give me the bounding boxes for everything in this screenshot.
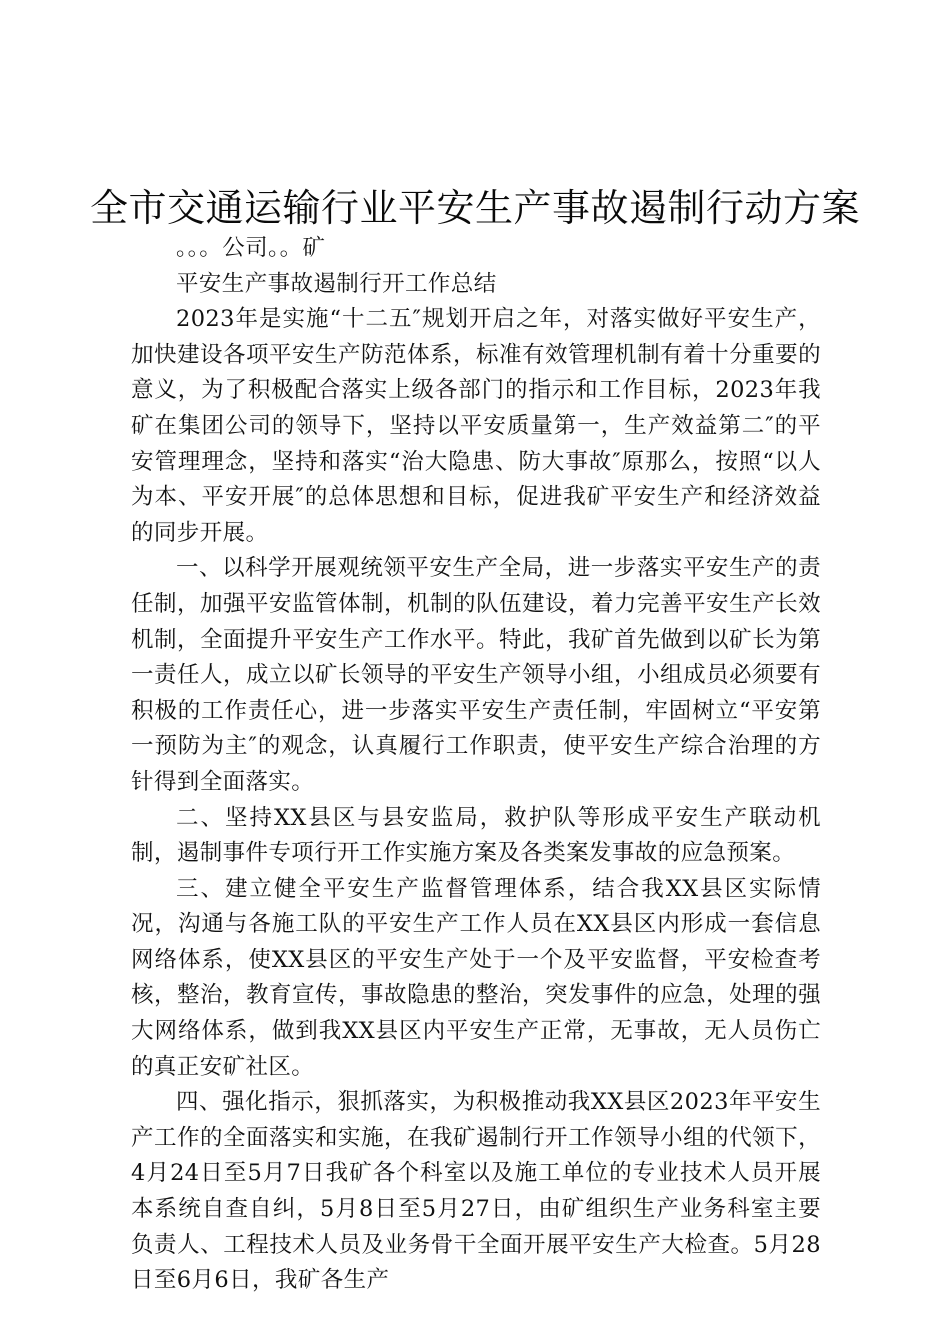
paragraph-intro: 2023年是实施“十二五″规划开启之年，对落实做好平安生产，加快建设各项平安生产防范体系，标准有效管理机制有着十分重要的意义，为了积极配合落实上级各部门的指示和工作目标，2023年我矿在集团公司的领导下，坚持以平安质量第一，生产效益第二″的平安管理理念，坚持和落实“治大隐患、防大事故″原那么，按照“以人为本、平安开展″的总体思想和目标，促进我矿平安生产和经济效益的同步开展。: [131, 306, 821, 546]
paragraph-section-3: 三、建立健全平安生产监督管理体系，结合我XX县区实际情况，沟通与各施工队的平安生产工作人员在XX县区内形成一套信息网络体系，使XX县区的平安生产处于一个及平安监督，平安检查考核，整治，教育宣传，事故隐患的整治，突发事件的应急，处理的强大网络体系，做到我XX县区内平安生产正常，无事故，无人员伤亡的真正安矿社区。: [131, 875, 821, 1080]
document-body: [131, 231, 821, 1299]
paragraph-section-2: 二、坚持XX县区与县安监局，救护队等形成平安生产联动机制，遏制事件专项行开工作实施方案及各类案发事故的应急预案。: [131, 804, 821, 867]
paragraph-subtitle: 平安生产事故遏制行开工作总结: [176, 270, 497, 297]
paragraph-section-4: 四、强化指示，狠抓落实，为积极推动我XX县区2023年平安生产工作的全面落实和实施，在我矿遏制行开工作领导小组的代领下，4月24日至5月7日我矿各个科室以及施工单位的专业技术人员开展本系统自查自纠，5月8日至5月27日，由矿组织生产业务科室主要负责人、工程技术人员及业务骨干全面开展平安生产大检查。5月28日至6月6日，我矿各生产: [131, 1089, 821, 1294]
document-title: 全市交通运输行业平安生产事故遏制行动方案: [89, 186, 860, 230]
paragraph-section-1: 一、以科学开展观统领平安生产全局，进一步落实平安生产的责任制，加强平安监管体制，机制的队伍建设，着力完善平安生产长效机制，全面提升平安生产工作水平。特此，我矿首先做到以矿长为第一责任人，成立以矿长领导的平安生产领导小组，小组成员必须要有积极的工作责任心，进一步落实平安生产责任制，牢固树立“平安第一预防为主″的观念，认真履行工作职责，使平安生产综合治理的方针得到全面落实。: [131, 555, 821, 795]
paragraph-company-line: 。。。公司。。矿: [176, 235, 326, 261]
